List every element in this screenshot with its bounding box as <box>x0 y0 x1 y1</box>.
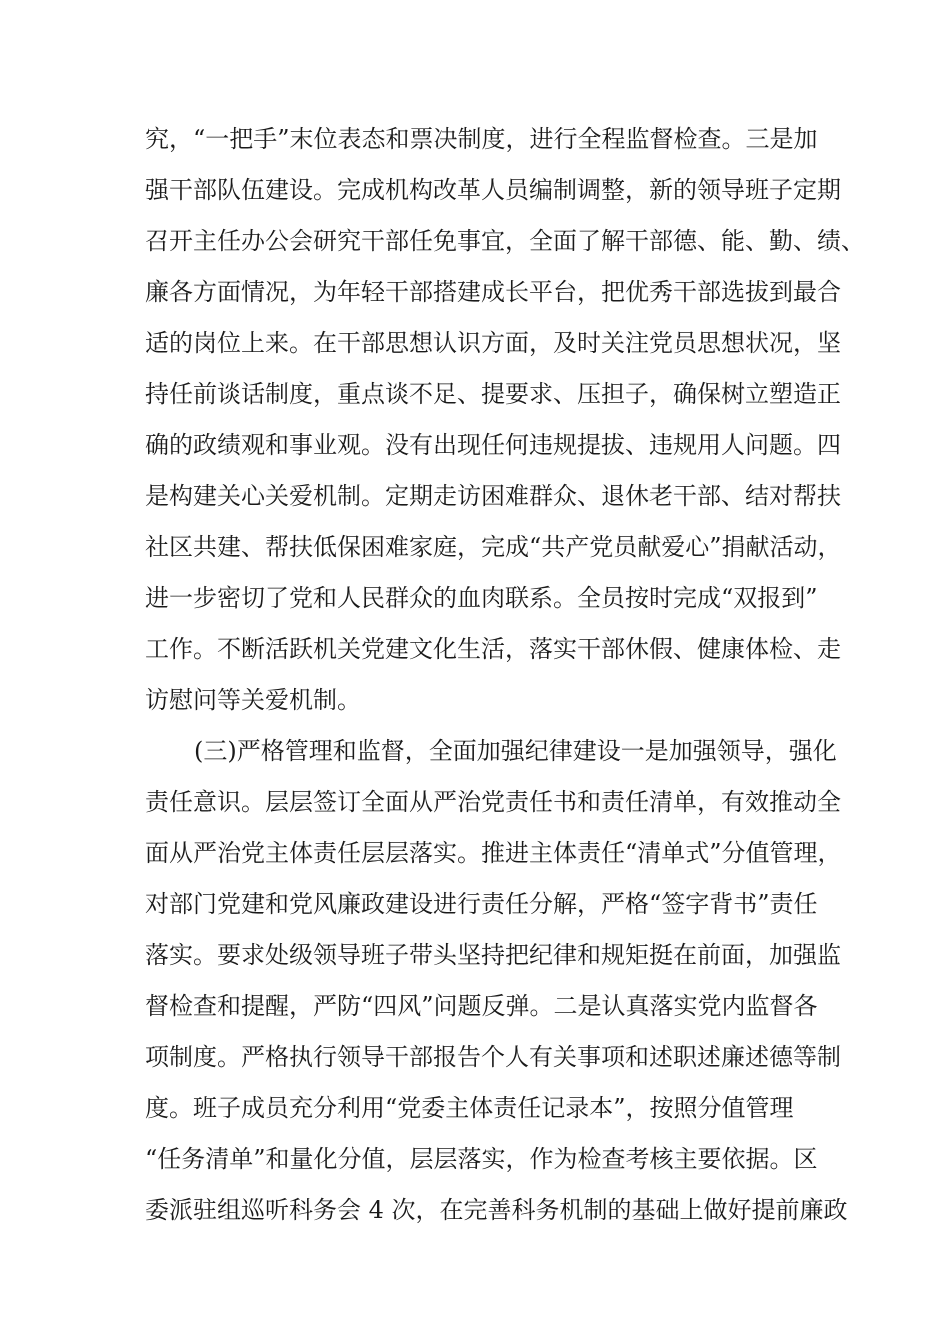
text-line: “任务清单”和量化分值，层层落实，作为检查考核主要依据。区 <box>145 1145 818 1173</box>
text-line: 落实。要求处级领导班子带头坚持把纪律和规矩挺在前面，加强监 <box>145 941 841 969</box>
text-line: 廉各方面情况，为年轻干部搭建成长平台，把优秀干部选拔到最合 <box>145 278 841 306</box>
text-line: 确的政绩观和事业观。没有出现任何违规提拔、违规用人问题。四 <box>145 431 841 459</box>
text-line: 社区共建、帮扶低保困难家庭，完成“共产党员献爱心”捐献活动， <box>145 533 842 561</box>
text-line: 究，“一把手”末位表态和票决制度，进行全程监督检查。三是加 <box>145 125 818 153</box>
text-line: 面从严治党主体责任层层落实。推进主体责任“清单式”分值管理， <box>145 839 842 867</box>
text-line: (三)严格管理和监督，全面加强纪律建设一是加强领导，强化 <box>194 737 837 765</box>
text-line: 进一步密切了党和人民群众的血肉联系。全员按时完成“双报到” <box>145 584 818 612</box>
text-line: 委派驻组巡听科务会 4 次，在完善科务机制的基础上做好提前廉政 <box>145 1196 848 1224</box>
text-line: 工作。不断活跃机关党建文化生活，落实干部休假、健康体检、走 <box>145 635 841 663</box>
text-line: 责任意识。层层签订全面从严治党责任书和责任清单，有效推动全 <box>145 788 841 816</box>
text-line: 适的岗位上来。在干部思想认识方面，及时关注党员思想状况，坚 <box>145 329 841 357</box>
text-line: 访慰问等关爱机制。 <box>145 686 361 714</box>
text-line: 度。班子成员充分利用“党委主体责任记录本”，按照分值管理 <box>145 1094 794 1122</box>
text-line: 项制度。严格执行领导干部报告个人有关事项和述职述廉述德等制 <box>145 1043 841 1071</box>
text-line: 督检查和提醒，严防“四风”问题反弹。二是认真落实党内监督各 <box>145 992 818 1020</box>
text-line: 召开主任办公会研究干部任免事宜，全面了解干部德、能、勤、绩、 <box>145 227 865 255</box>
text-line: 是构建关心关爱机制。定期走访困难群众、退休老干部、结对帮扶 <box>145 482 841 510</box>
text-line: 持任前谈话制度，重点谈不足、提要求、压担子，确保树立塑造正 <box>145 380 841 408</box>
text-line: 对部门党建和党风廉政建设进行责任分解，严格“签字背书”责任 <box>145 890 818 918</box>
text-line: 强干部队伍建设。完成机构改革人员编制调整，新的领导班子定期 <box>145 176 841 204</box>
